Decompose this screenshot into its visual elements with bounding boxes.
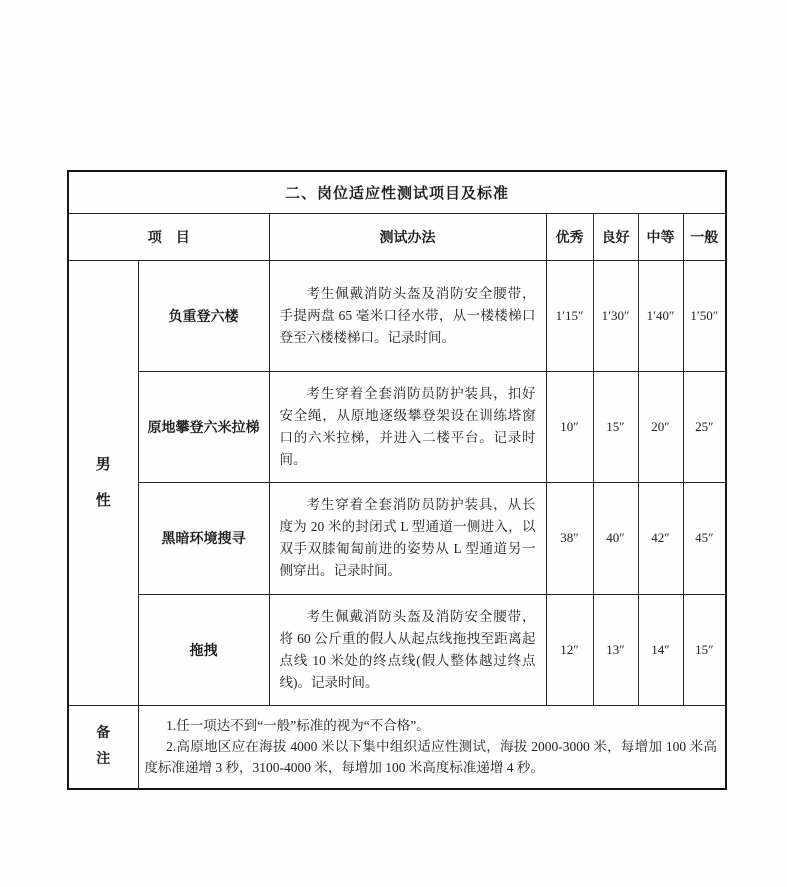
header-grade-excellent: 优秀: [546, 213, 593, 260]
method-paragraph: 考生佩戴消防头盔及消防安全腰带，将 60 公斤重的假人从起点线拖拽至距离起点线 10 米处的终点线(假人整体越过终点线)。记录时间。: [279, 608, 536, 690]
item-name: 黑暗环境搜寻: [138, 482, 269, 594]
score-medium: 42″: [638, 482, 683, 594]
score-good: 15″: [593, 371, 638, 482]
remarks-label-text: 备注: [96, 725, 111, 767]
item-name: 负重登六楼: [138, 260, 269, 371]
method-paragraph: 考生佩戴消防头盔及消防安全腰带，手提两盘 65 毫米口径水带，从一楼楼梯口登至六楼楼梯口。记录时间。: [279, 285, 536, 345]
method-paragraph: 考生穿着全套消防员防护装具，从长度为 20 米的封闭式 L 型通道一侧进入，以双手双膝匍匐前进的姿势从 L 型通道另一侧穿出。记录时间。: [279, 497, 536, 578]
header-method-column: 测试办法: [269, 213, 546, 260]
remarks-label: [68, 705, 138, 789]
score-good: 1′30″: [593, 260, 638, 371]
method-paragraph: 考生穿着全套消防员防护装具，扣好安全绳，从原地逐级攀登架设在训练塔窗口的六米拉梯，并进入二楼平台。记录时间。: [279, 385, 536, 467]
method-text: [269, 260, 546, 371]
score-general: 25″: [683, 371, 726, 482]
score-medium: 1′40″: [638, 260, 683, 371]
header-grade-general: 一般: [683, 213, 726, 260]
score-good: 40″: [593, 482, 638, 594]
remarks-row: [68, 705, 726, 789]
score-general: 15″: [683, 594, 726, 705]
gender-group-text: 男性: [95, 456, 111, 509]
table-row: [68, 260, 726, 371]
score-general: 1′50″: [683, 260, 726, 371]
table-row: [68, 482, 726, 594]
score-excellent: 1′15″: [546, 260, 593, 371]
score-excellent: 38″: [546, 482, 593, 594]
score-excellent: 12″: [546, 594, 593, 705]
score-medium: 20″: [638, 371, 683, 482]
table-row: [68, 371, 726, 482]
table-title: 二、岗位适应性测试项目及标准: [68, 171, 726, 213]
item-name: 拖拽: [138, 594, 269, 705]
method-text: [269, 482, 546, 594]
remark-line-1: 1.任一项达不到“一般”标准的视为“不合格”。: [166, 718, 430, 734]
score-general: 45″: [683, 482, 726, 594]
score-medium: 14″: [638, 594, 683, 705]
method-text: [269, 371, 546, 482]
adaptability-test-table: [67, 170, 727, 790]
method-text: [269, 594, 546, 705]
header-item-column: 项 目: [68, 213, 269, 260]
header-grade-medium: 中等: [638, 213, 683, 260]
remark-line-2: 2.高原地区应在海拔 4000 米以下集中组织适应性测试，海拔 2000-3000 米，每增加 100 米高度标准递增 3 秒，3100-4000 米，每增加 100 米高度标准递增 4 秒。: [144, 739, 718, 776]
score-good: 13″: [593, 594, 638, 705]
header-grade-good: 良好: [593, 213, 638, 260]
table-row: [68, 594, 726, 705]
item-name: 原地攀登六米拉梯: [138, 371, 269, 482]
score-excellent: 10″: [546, 371, 593, 482]
gender-group-label: [68, 260, 138, 705]
remarks-text: [138, 705, 726, 789]
